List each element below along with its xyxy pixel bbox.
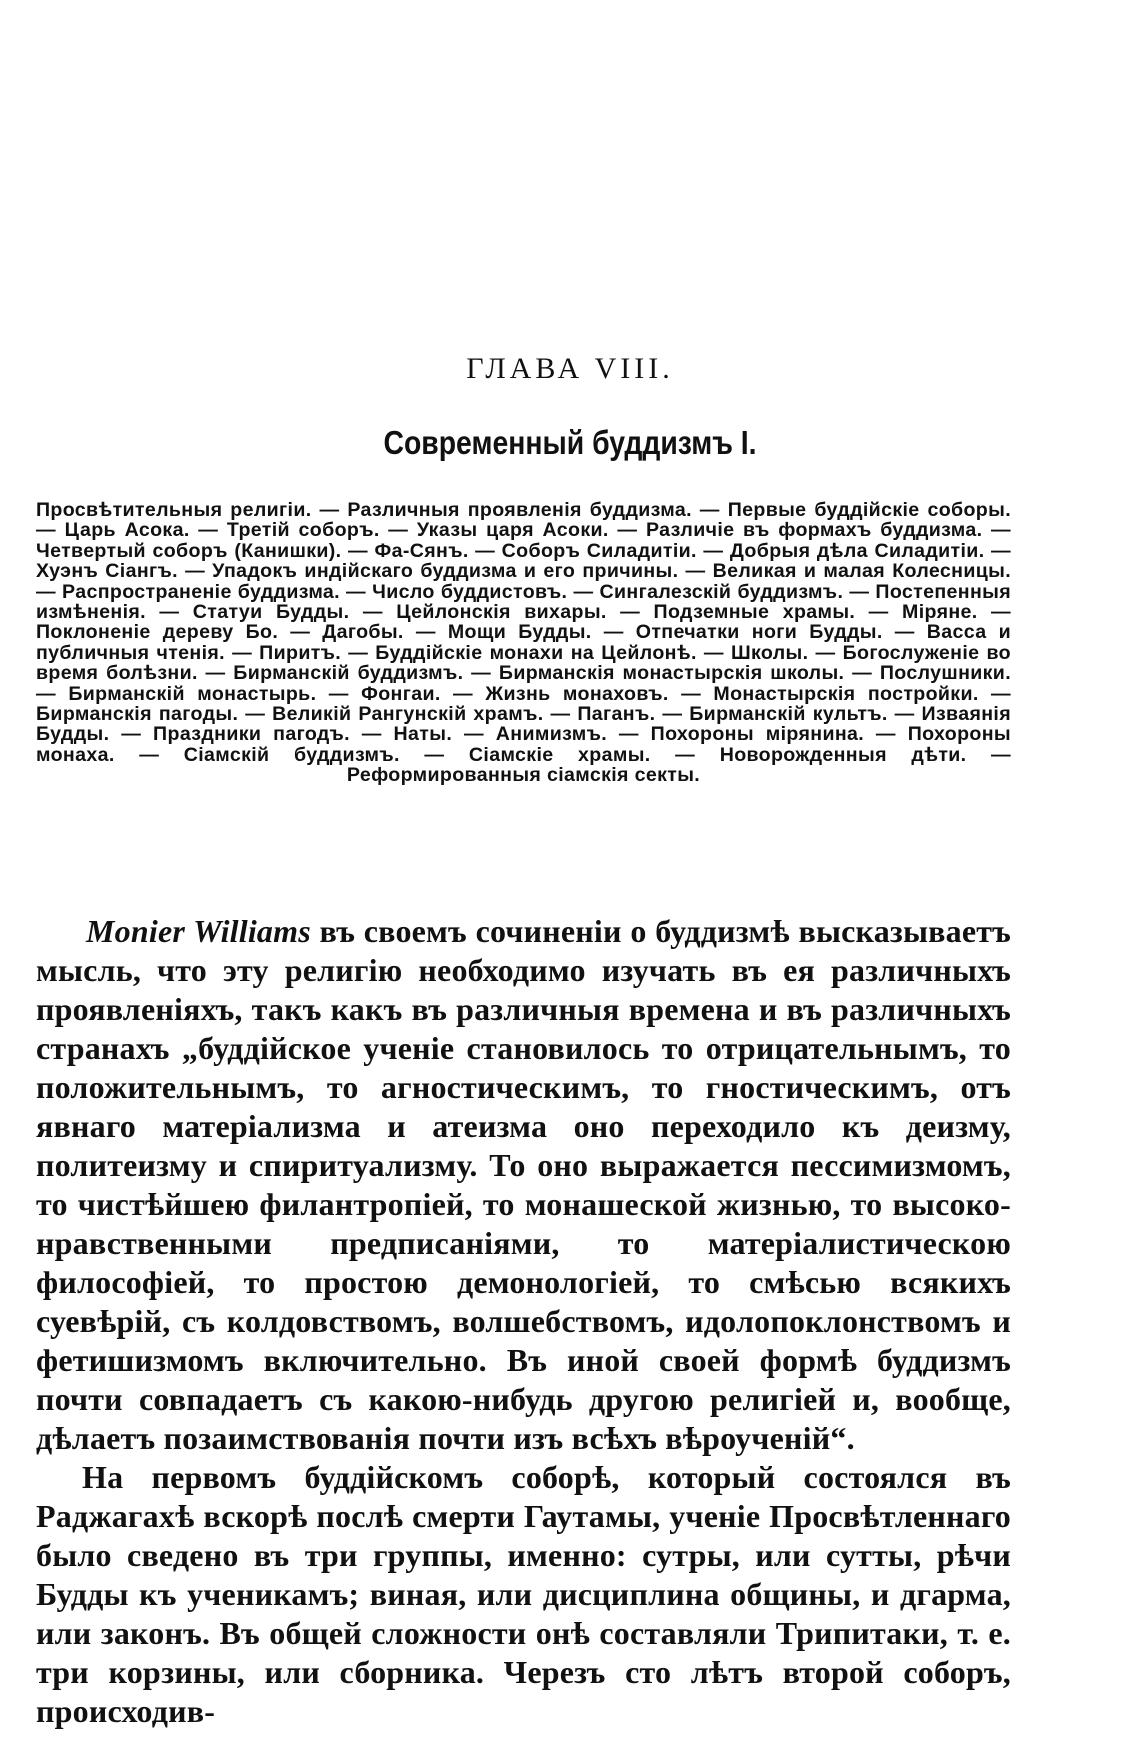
- paragraph-1-text: въ своемъ сочиненіи о буддизмѣ высказываетъ мысль, что эту религію необходимо изучать въ ея различныхъ проявленіяхъ, такъ какъ въ различныя времена и въ различныхъ странахъ „буддійское ученіе становилось то отрицательнымъ, то положительнымъ, то агностическимъ, то гностическимъ, отъ явнаго матеріализма и атеизма оно переходило къ деизму, политеизму и спиритуализму. То оно выражается пессимизмомъ, то чистѣйшею филантропіей, то монашеской жизнью, то высоко-нравственными предписаніями, то матеріалистическою философіей, то простою демонологіей, то смѣсью всякихъ суевѣрій, съ колдовствомъ, волшебствомъ, идолопоклонствомъ и фетишизмомъ включительно. Въ иной своей формѣ буддизмъ почти совпадаетъ съ какою-нибудь другою религіей и, вообще, дѣлаетъ позаимствованія почти изъ всѣхъ вѣроученій“.: [36, 913, 1011, 1456]
- chapter-summary: Просвѣтительныя религіи. — Различныя проявленія буддизма. — Первые буддійскіе соборы. — Царь Асока. — Третій соборъ. — Указы царя Асоки. — Различіе въ формахъ буддизма. — Четвертый соборъ (Канишки). — Фа-Сянъ. — Соборъ Силадитіи. — Добрыя дѣла Силадитіи. — Хуэнъ Сіангъ. — Упадокъ индійскаго буддизма и его причины. — Великая и малая Колесницы. — Распространеніе буддизма. — Число буддистовъ. — Сингалезскій буддизмъ. — Постепенныя измѣненія. — Статуи Будды. — Цейлонскія вихары. — Подземные храмы. — Міряне. — Поклоненіе дереву Бо. — Дагобы. — Мощи Будды. — Отпечатки ноги Будды. — Васса и публичныя чтенія. — Пиритъ. — Буддійскіе монахи на Цейлонѣ. — Школы. — Богослуженіе во время болѣзни. — Бирманскій буддизмъ. — Бирманскія монастырскія школы. — Послушники. — Бирманскій монастырь. — Фонгаи. — Жизнь монаховъ. — Монастырскія постройки. — Бирманскія пагоды. — Великій Рангунскій храмъ. — Паганъ. — Бирманскій культъ. — Изваянія Будды. — Праздники пагодъ. — Наты. — Анимизмъ. — Похороны мірянина. — Похороны монаха. — Сіамскій буддизмъ. — Сіамскіе храмы. — Новорожденныя дѣти. — Реформированныя сіамскія секты.: [36, 499, 1011, 787]
- chapter-title: Современный буддизмъ I.: [383, 424, 757, 461]
- paragraph-2: На первомъ буддійскомъ соборѣ, который состоялся въ Раджагахѣ вскорѣ послѣ смерти Гаутамы, ученіе Просвѣтленнаго было сведено въ три группы, именно: сутры, или сутты, рѣчи Будды къ ученикамъ; виная, или дисциплина общины, и дгарма, или законъ. Въ общей сложности онѣ составляли Трипитаки, т. е. три корзины, или сборника. Черезъ сто лѣтъ второй соборъ, происходив-: [36, 1459, 1011, 1729]
- author-name: Monier Williams: [86, 913, 311, 949]
- body-text: [36, 912, 1011, 1731]
- paragraph-1: [36, 912, 1011, 1458]
- chapter-heading: ГЛАВА VIII.: [466, 352, 674, 385]
